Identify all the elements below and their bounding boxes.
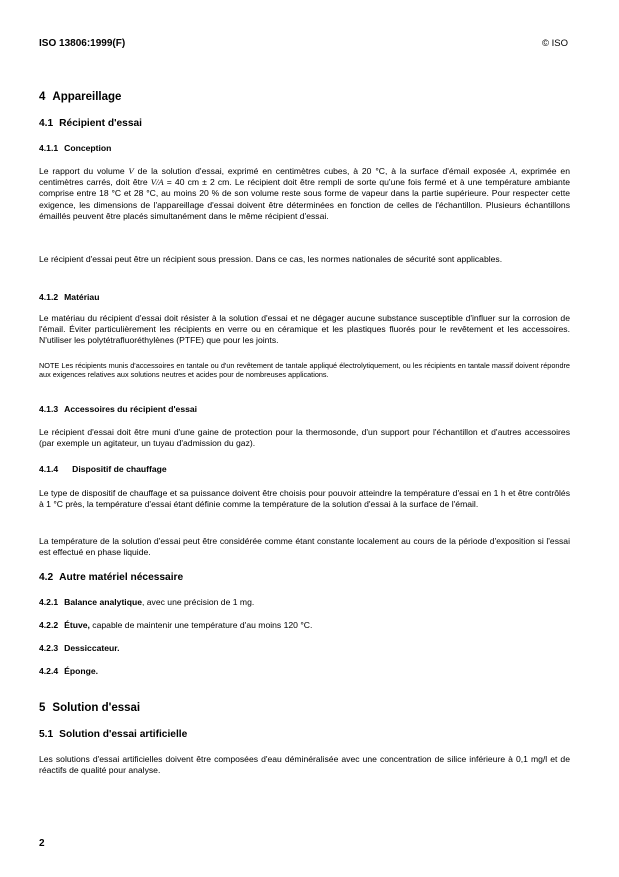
heading-number: 4.1.3 <box>39 404 59 414</box>
item-label: Étuve, <box>64 620 90 630</box>
item-number: 4.2.3 <box>39 643 59 653</box>
heading-number: 4 <box>39 91 46 103</box>
paragraph-chauffage-2: La température de la solution d'essai peut être considérée comme étant constante localement au cours de la période d'exposition si l'essai est effectué en phase liquide. <box>39 536 570 558</box>
heading-title: Autre matériel nécessaire <box>59 572 184 583</box>
heading-number: 4.1.4 <box>39 464 59 474</box>
list-item <box>39 666 570 676</box>
heading-4 <box>39 91 570 103</box>
heading-4-1-3 <box>39 404 570 414</box>
item-label: Éponge. <box>64 666 99 676</box>
heading-title: Appareillage <box>52 91 122 103</box>
paragraph-conception-2: Le récipient d'essai peut être un récipient sous pression. Dans ce cas, les normes nationales de sécurité sont applicables. <box>39 254 503 264</box>
heading-title: Récipient d'essai <box>59 118 142 129</box>
symbol-ratio: V/A <box>150 177 164 188</box>
paragraph-solution: Les solutions d'essai artificielles doivent être composées d'eau déminéralisée avec une concentration de silice inférieure à 0,1 mg/l et de réactifs de qualité pour analyse. <box>39 754 570 776</box>
item-number: 4.2.2 <box>39 620 59 630</box>
symbol-a: A <box>509 166 515 176</box>
heading-title: Conception <box>64 143 112 153</box>
paragraph-chauffage-1: Le type de dispositif de chauffage et sa puissance doivent être choisis pour pouvoir atteindre la température d'essai en 1 h et être contrôlés à 1 °C près, la température d'essai étant définie comme la température de la solution d'essai à la surface de l'émail. <box>39 488 570 510</box>
heading-4-1-1 <box>39 143 570 153</box>
item-label: Dessiccateur. <box>64 643 120 653</box>
heading-title: Dispositif de chauffage <box>72 464 167 474</box>
list-item <box>39 597 570 607</box>
symbol-v: V <box>128 166 134 176</box>
item-number: 4.2.1 <box>39 597 59 607</box>
heading-number: 4.1.2 <box>39 292 59 302</box>
page-number: 2 <box>39 838 45 849</box>
list-item <box>39 620 570 630</box>
heading-number: 4.1.1 <box>39 143 59 153</box>
heading-5-1 <box>39 729 570 740</box>
paragraph-conception-1 <box>39 166 570 222</box>
note-materiau: NOTE Les récipients munis d'accessoires en tantale ou d'un revêtement de tantale appliqué électrolytiquement, ou les récipients en tantale massif doivent répondre aux exigences relatives aux solutions neutres et acides pour de nombreuses applications. <box>39 361 570 379</box>
heading-title: Solution d'essai artificielle <box>59 729 188 740</box>
item-number: 4.2.4 <box>39 666 59 676</box>
item-label: Balance analytique <box>64 597 142 607</box>
text-run: Le rapport du volume <box>39 166 129 176</box>
standard-reference: ISO 13806:1999(F) <box>39 38 126 49</box>
heading-title: Matériau <box>64 292 100 302</box>
text-run: de la solution d'essai, exprimé en centimètres cubes, à 20 °C, à la surface d'émail exposée <box>133 166 510 176</box>
heading-4-1 <box>39 118 570 129</box>
paragraph-accessoires: Le récipient d'essai doit être muni d'une gaine de protection pour la thermosonde, d'un support pour l'échantillon et d'autres accessoires (par exemple un agitateur, un tuyau d'admission du gaz). <box>39 427 570 449</box>
heading-number: 5.1 <box>39 729 54 740</box>
heading-number: 4.1 <box>39 118 54 129</box>
heading-4-1-4 <box>39 464 570 474</box>
item-text: capable de maintenir une température d'au moins 120 °C. <box>89 620 313 630</box>
text-run: = 40 cm ± 2 cm. Le récipient doit être rempli de sorte qu'une fois fermé et à une température ambiante comprise entre 18 °C et 28 °C, au moins 20 % de son volume reste sous forme de vapeur dans la partie supérieure. Pour respecter cette exigence, les dimensions de l'appareillage d'essai doivent être déterminées en fonction de celles de l'échantillon. Plusieurs échantillons émaillés peuvent être placés simultanément dans le même récipient d'essai. <box>39 177 570 221</box>
heading-number: 4.2 <box>39 572 54 583</box>
list-item <box>39 643 570 653</box>
heading-5 <box>39 702 570 714</box>
heading-title: Solution d'essai <box>52 702 141 714</box>
paragraph-materiau: Le matériau du récipient d'essai doit résister à la solution d'essai et ne dégager aucune substance susceptible d'influer sur la corrosion de l'émail. Éviter particulièrement les récipients en verre ou en céramique et les plastiques fluorés pour le revêtement et les accessoires. N'utiliser les polytétrafluoréthylènes (PTFE) que pour les joints. <box>39 313 570 346</box>
heading-4-1-2 <box>39 292 570 302</box>
copyright-mark: © ISO <box>541 38 568 49</box>
heading-number: 5 <box>39 702 46 714</box>
text-run: , exprimée en centimètres carrés, doit être <box>39 166 570 188</box>
item-text: , avec une précision de 1 mg. <box>141 597 255 607</box>
heading-4-2 <box>39 572 570 583</box>
heading-title: Accessoires du récipient d'essai <box>64 404 198 414</box>
